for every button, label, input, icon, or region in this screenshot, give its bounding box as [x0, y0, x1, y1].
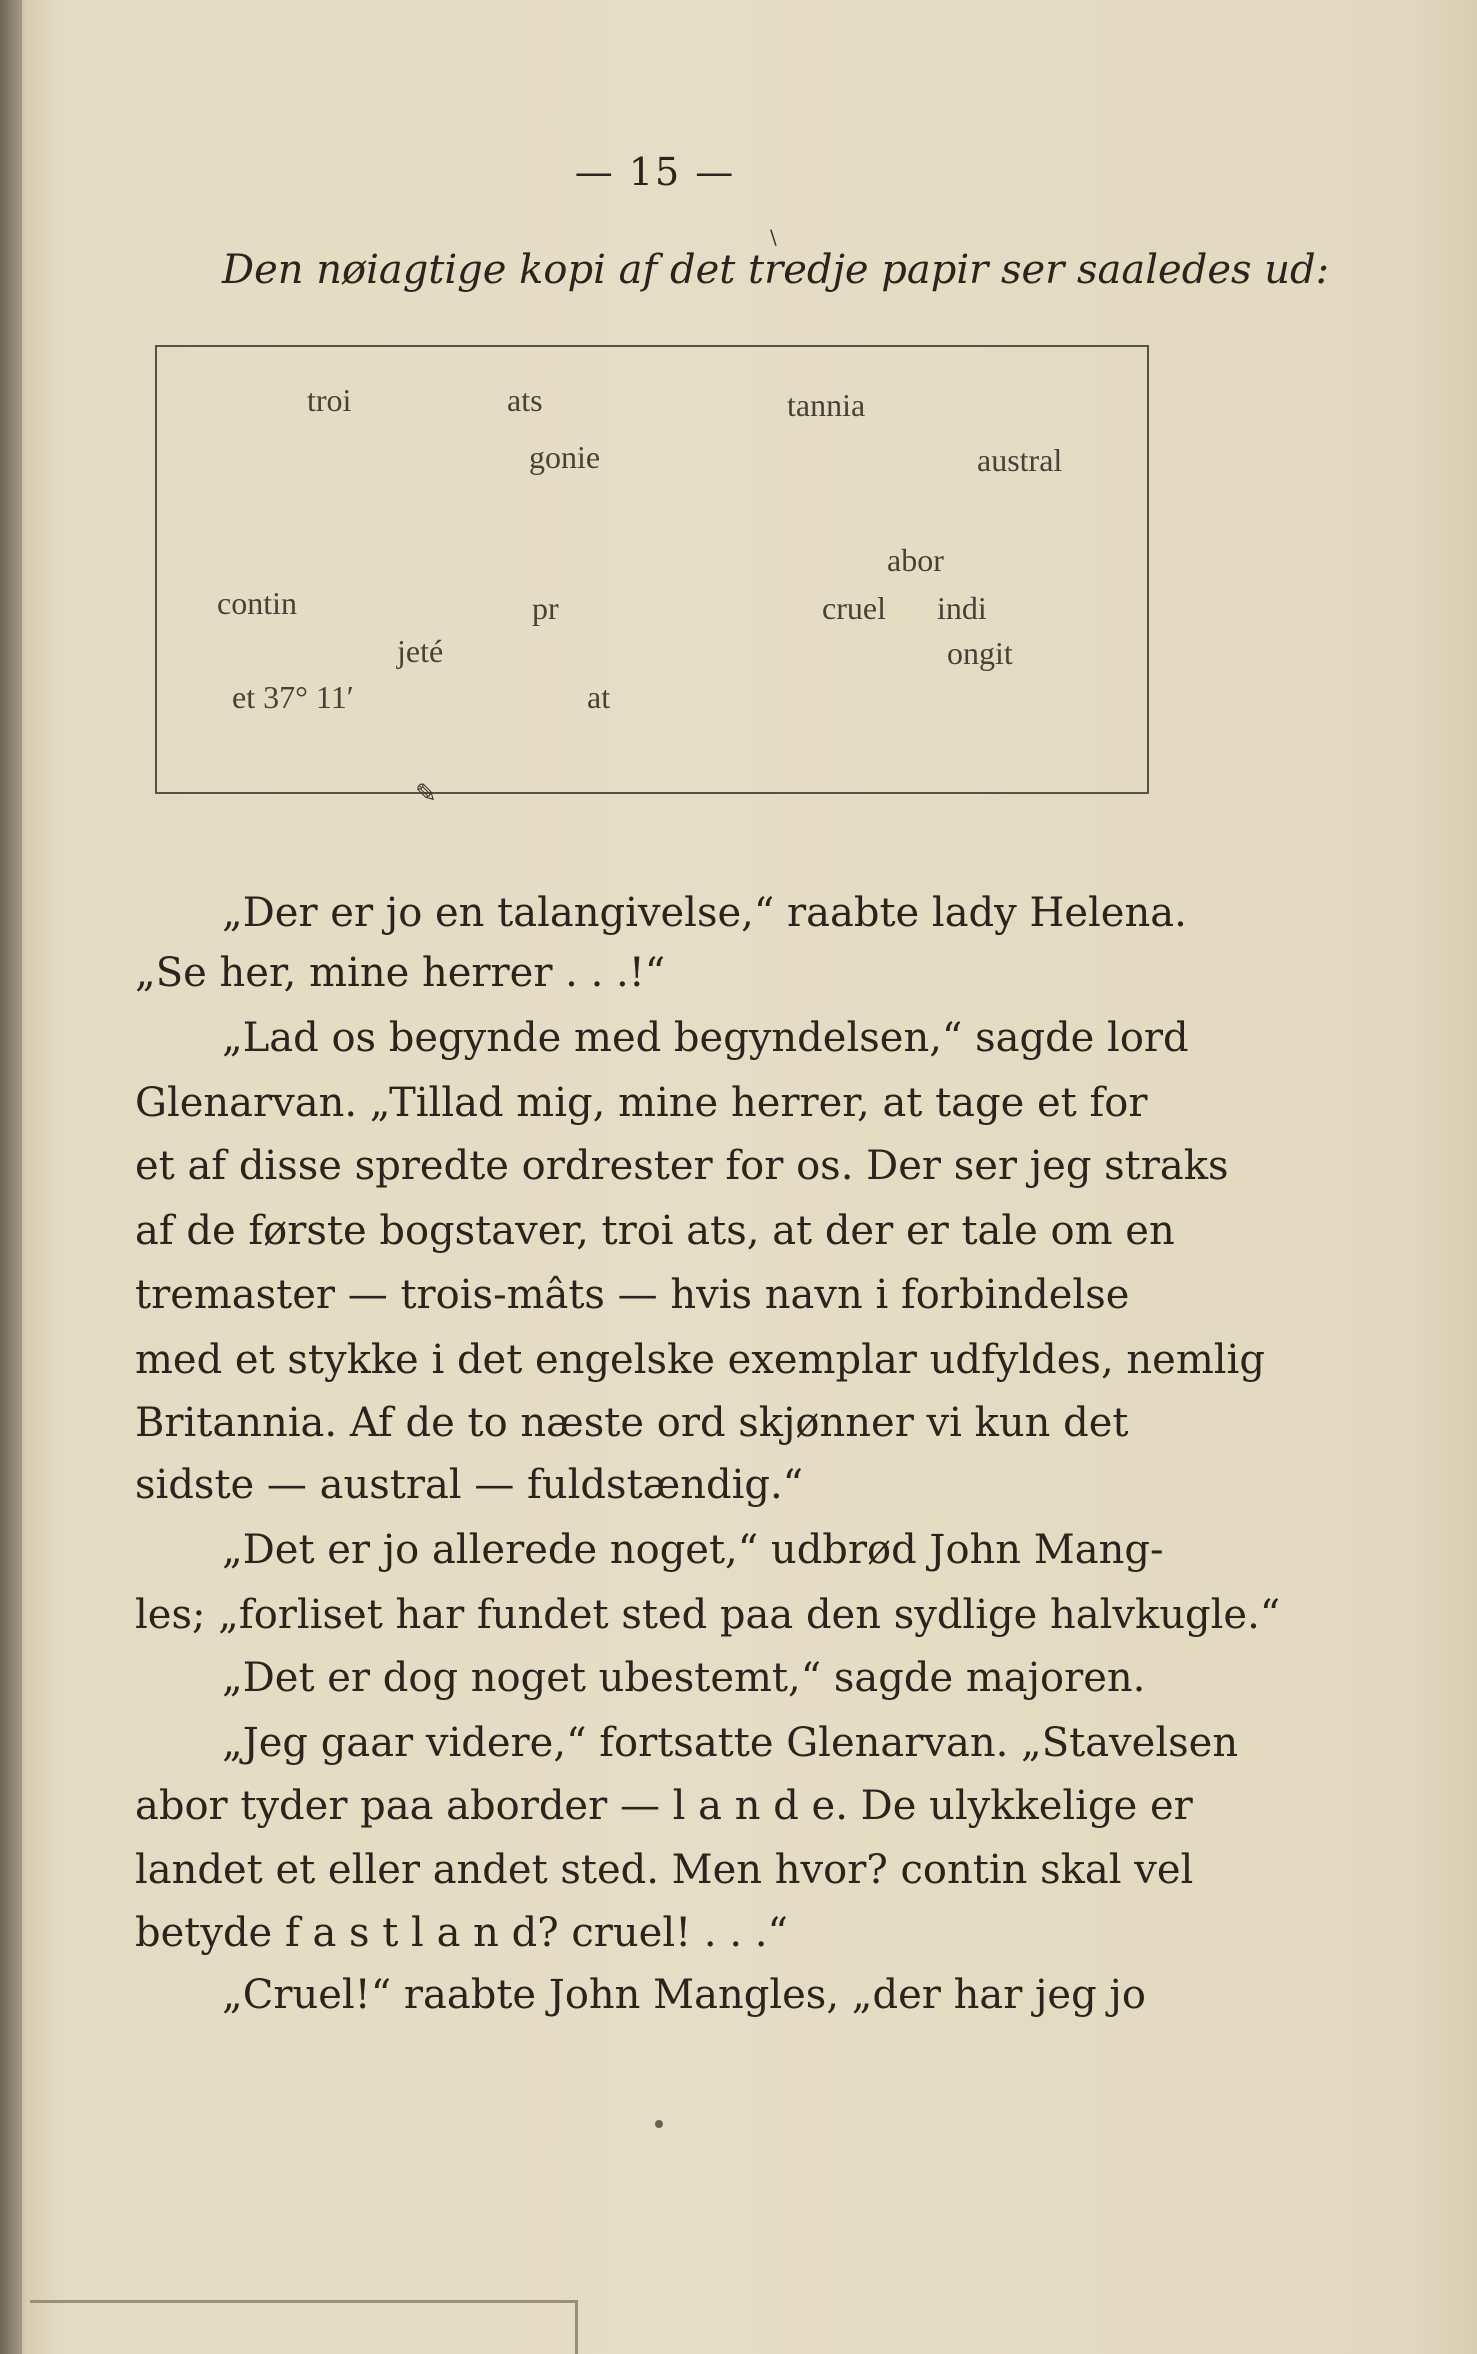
text-line: med et stykke i det engelske exemplar udfyldes, nemlig [135, 1337, 1265, 1383]
fragment: indi [937, 590, 987, 626]
fragment: gonie [529, 439, 601, 475]
fragment: contin [217, 585, 297, 621]
ink-mark: ✎ [415, 779, 437, 809]
text-line: af de første bogstaver, troi ats, at der er tale om en [135, 1208, 1175, 1254]
text-line: „Cruel!“ raabte John Mangles, „der har jeg jo [222, 1972, 1146, 2018]
text-line: betyde f a s t l a n d? cruel! . . .“ [135, 1910, 788, 1956]
text-line: et af disse spredte ordrester for os. Der ser jeg straks [135, 1143, 1229, 1189]
intro-line: Den nøiagtige kopi af det tredje papir ser saaledes ud: [222, 247, 1330, 293]
fragment: at [587, 679, 611, 715]
text-line: Britannia. Af de to næste ord skjønner vi kun det [135, 1400, 1129, 1446]
fragment: ats [507, 382, 543, 418]
text-line: sidste — austral — fuldstændig.“ [135, 1462, 804, 1508]
text-line: „Jeg gaar videre,“ fortsatte Glenarvan. „Stavelsen [222, 1720, 1239, 1766]
fragment: jeté [397, 633, 444, 669]
page-number: — 15 — [574, 150, 736, 194]
paper-spot [655, 2120, 663, 2128]
text-line: „Det er dog noget ubestemt,“ sagde majoren. [222, 1655, 1146, 1701]
ink-mark: \ [770, 225, 777, 249]
fragment: ongit [947, 635, 1013, 671]
text-line: „Det er jo allerede noget,“ udbrød John Mang- [222, 1527, 1164, 1573]
fragment: cruel [822, 590, 886, 626]
text-line: les; „forliset har fundet sted paa den sydlige halvkugle.“ [135, 1592, 1281, 1638]
text-line: „Se her, mine herrer . . .!“ [135, 950, 666, 996]
page-binding-edge [0, 0, 22, 2354]
fragment: et 37° 11′ [232, 679, 354, 715]
fragment: austral [977, 442, 1063, 478]
text-line: landet et eller andet sted. Men hvor? contin skal vel [135, 1847, 1194, 1893]
text-line: „Der er jo en talangivelse,“ raabte lady Helena. [222, 890, 1187, 936]
fragment: troi [307, 382, 352, 418]
text-line: abor tyder paa aborder — l a n d e. De ulykkelige er [135, 1783, 1193, 1829]
fragment: tannia [787, 387, 866, 423]
text-line: tremaster — trois-mâts — hvis navn i forbindelse [135, 1272, 1130, 1318]
fragment: pr [532, 590, 559, 626]
document-copy-box [155, 345, 1149, 809]
fragment: abor [887, 542, 944, 578]
page-fold-line [30, 2300, 575, 2303]
page-fold-line [575, 2300, 578, 2354]
text-line: „Lad os begynde med begyndelsen,“ sagde lord [222, 1015, 1189, 1061]
text-line: Glenarvan. „Tillad mig, mine herrer, at tage et for [135, 1080, 1148, 1126]
